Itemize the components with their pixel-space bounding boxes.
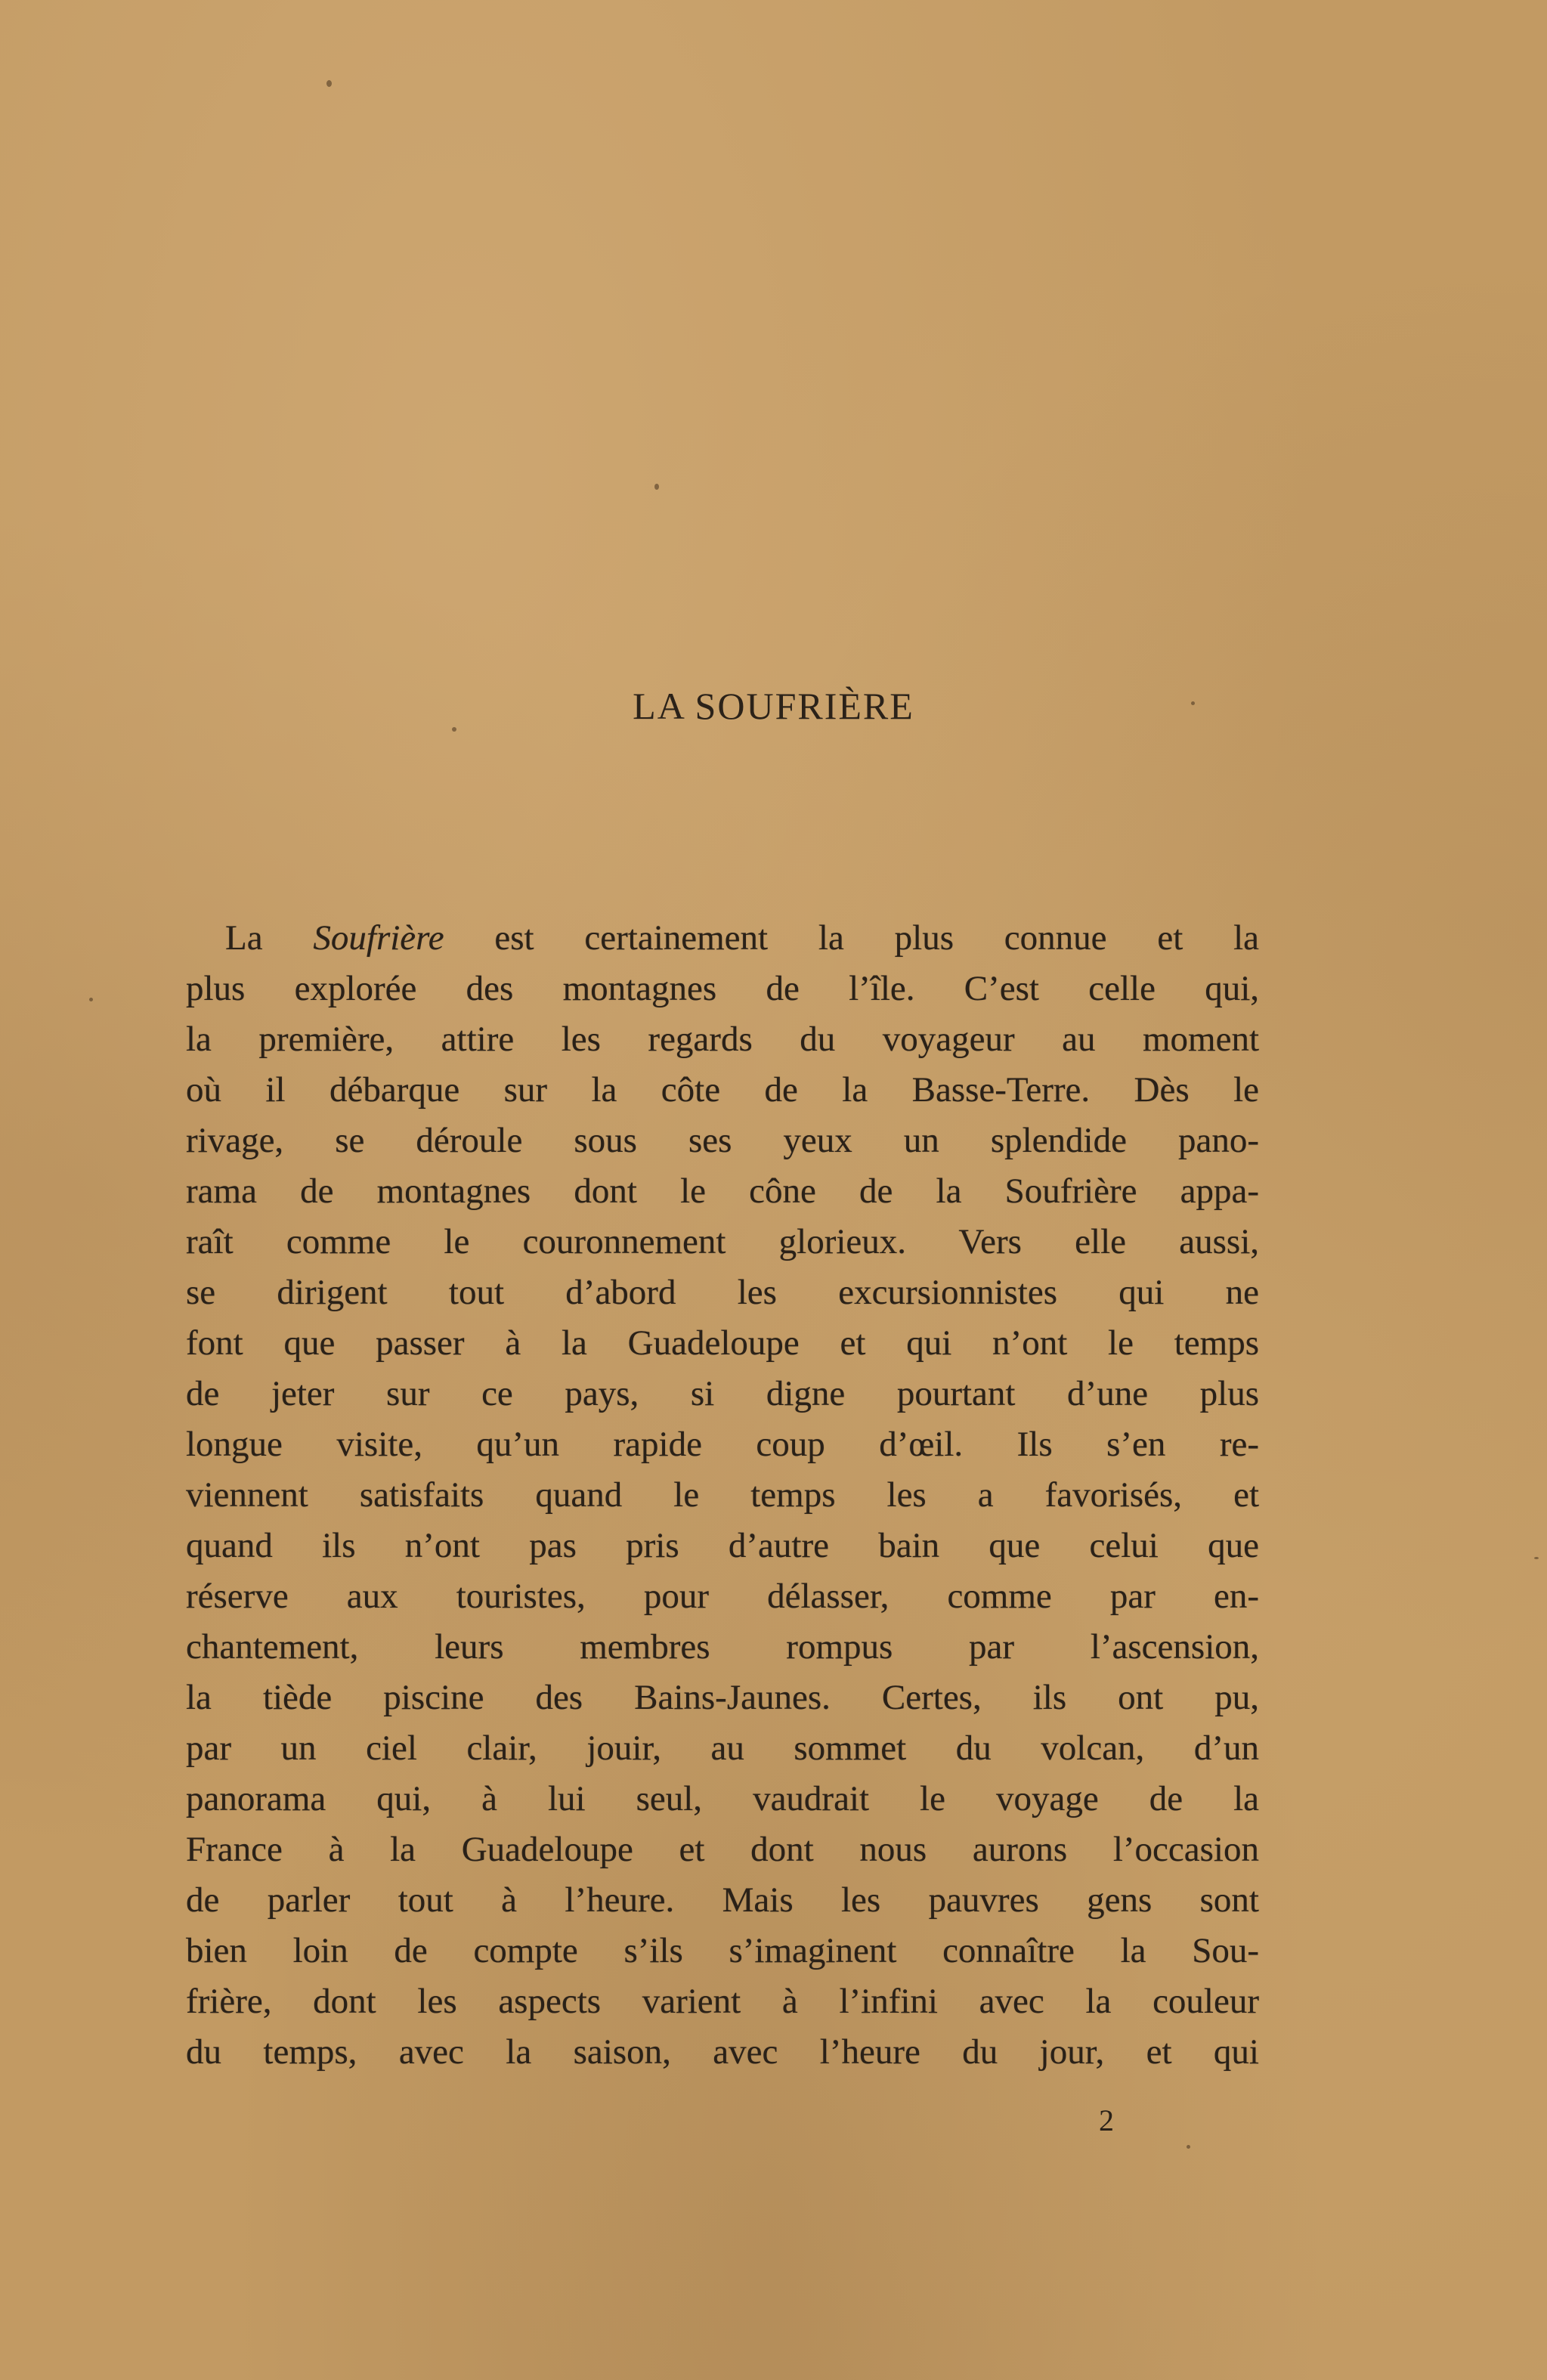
text-line: du temps, avec la saison, avec l’heure du jour, et qui	[186, 2032, 1259, 2072]
paper-speck	[326, 80, 332, 87]
text-line: la première, attire les regards du voyageur au moment	[186, 1020, 1259, 1059]
text-line: la tiède piscine des Bains-Jaunes. Certes, ils ont pu,	[186, 1678, 1259, 1717]
text-line: font que passer à la Guadeloupe et qui n’ont le temps	[186, 1323, 1259, 1363]
text-line: rama de montagnes dont le cône de la Soufrière appa-	[186, 1171, 1259, 1211]
text-line: par un ciel clair, jouir, au sommet du volcan, d’un	[186, 1729, 1259, 1768]
text-line: France à la Guadeloupe et dont nous aurons l’occasion	[186, 1830, 1259, 1869]
text-line: rivage, se déroule sous ses yeux un splendide pano-	[186, 1121, 1259, 1160]
text-line: chantement, leurs membres rompus par l’ascension,	[186, 1627, 1259, 1667]
text-line-end: est certainement la plus connue et la	[444, 918, 1259, 958]
text-line: de jeter sur ce pays, si digne pourtant d’une plus	[186, 1374, 1259, 1413]
paper-speck	[89, 998, 93, 1001]
text-line: se dirigent tout d’abord les excursionnistes qui ne	[186, 1273, 1259, 1312]
text-line-start: La	[225, 918, 314, 958]
text-line	[186, 913, 1259, 964]
chapter-title: LA SOUFRIÈRE	[633, 685, 914, 727]
text-line: où il débarque sur la côte de la Basse-Terre. Dès le	[186, 1070, 1259, 1110]
text-line: de parler tout à l’heure. Mais les pauvres gens sont	[186, 1880, 1259, 1920]
text-line: raît comme le couronnement glorieux. Vers elle aussi,	[186, 1222, 1259, 1261]
text-line: bien loin de compte s’ils s’imaginent connaître la Sou-	[186, 1931, 1259, 1970]
paper-speck	[1187, 2145, 1190, 2149]
paper-speck	[654, 484, 659, 490]
paper-speck	[1534, 1557, 1539, 1559]
body-paragraph	[186, 913, 1259, 2078]
emphasized-word: Soufrière	[313, 918, 444, 958]
text-line: quand ils n’ont pas pris d’autre bain que celui que	[186, 1526, 1259, 1565]
text-line: réserve aux touristes, pour délasser, comme par en-	[186, 1577, 1259, 1616]
text-line: viennent satisfaits quand le temps les a favorisés, et	[186, 1475, 1259, 1515]
page-number: 2	[1099, 2103, 1114, 2137]
text-line: plus explorée des montagnes de l’île. C’est celle qui,	[186, 969, 1259, 1008]
text-line: panorama qui, à lui seul, vaudrait le voyage de la	[186, 1779, 1259, 1818]
text-line: longue visite, qu’un rapide coup d’œil. Ils s’en re-	[186, 1425, 1259, 1464]
text-line: frière, dont les aspects varient à l’infini avec la couleur	[186, 1982, 1259, 2021]
